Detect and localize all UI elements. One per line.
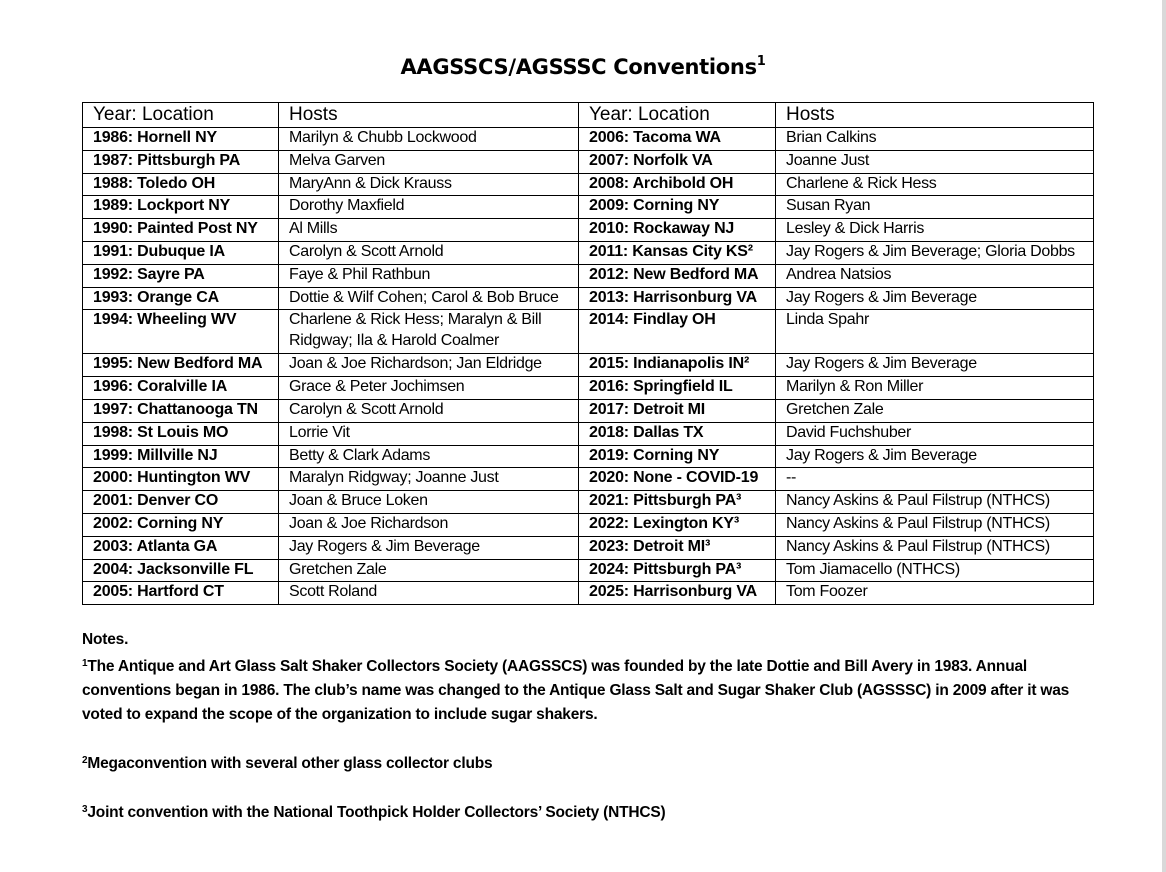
table-row bbox=[83, 196, 1094, 219]
year-location-cell: 1989: Lockport NY bbox=[83, 196, 279, 219]
table-row bbox=[83, 354, 1094, 377]
table-row bbox=[83, 468, 1094, 491]
hosts-cell: Carolyn & Scott Arnold bbox=[279, 399, 579, 422]
year-location-cell: 2010: Rockaway NJ bbox=[579, 219, 776, 242]
table-row bbox=[83, 491, 1094, 514]
year-location-cell: 2019: Corning NY bbox=[579, 445, 776, 468]
year-location-cell: 1991: Dubuque IA bbox=[83, 241, 279, 264]
hosts-cell: Carolyn & Scott Arnold bbox=[279, 241, 579, 264]
table-row bbox=[83, 287, 1094, 310]
year-location-cell: 1993: Orange CA bbox=[83, 287, 279, 310]
year-location-cell: 2020: None - COVID-19 bbox=[579, 468, 776, 491]
hosts-cell: Nancy Askins & Paul Filstrup (NTHCS) bbox=[776, 513, 1094, 536]
note-1-text: The Antique and Art Glass Salt Shaker Collectors Society (AAGSSCS) was founded by the late Dottie and Bill Avery in 1983. Annual conventions began in 1986. The club’s name was changed to the Antique Glass Salt and Sugar Shaker Club (AGSSSC) in 2009 after it was voted to expand the scope of the organization to include sugar shakers. bbox=[82, 658, 1070, 723]
note-2-marker: 2 bbox=[82, 755, 88, 766]
hosts-cell: David Fuchshuber bbox=[776, 422, 1094, 445]
year-location-cell: 2017: Detroit MI bbox=[579, 399, 776, 422]
table-row bbox=[83, 445, 1094, 468]
table-row bbox=[83, 582, 1094, 605]
year-location-cell: 2000: Huntington WV bbox=[83, 468, 279, 491]
hosts-cell: Andrea Natsios bbox=[776, 264, 1094, 287]
table-row bbox=[83, 559, 1094, 582]
year-location-cell: 2024: Pittsburgh PA³ bbox=[579, 559, 776, 582]
hosts-cell: -- bbox=[776, 468, 1094, 491]
hosts-cell: Gretchen Zale bbox=[776, 399, 1094, 422]
hosts-cell: Marilyn & Ron Miller bbox=[776, 377, 1094, 400]
year-location-cell: 2009: Corning NY bbox=[579, 196, 776, 219]
year-location-cell: 1997: Chattanooga TN bbox=[83, 399, 279, 422]
hosts-cell: Faye & Phil Rathbun bbox=[279, 264, 579, 287]
hosts-cell: Jay Rogers & Jim Beverage bbox=[776, 445, 1094, 468]
year-location-cell: 1992: Sayre PA bbox=[83, 264, 279, 287]
hosts-cell: Betty & Clark Adams bbox=[279, 445, 579, 468]
table-row bbox=[83, 241, 1094, 264]
note-3 bbox=[82, 798, 1092, 825]
note-1 bbox=[82, 652, 1092, 727]
year-location-cell: 1995: New Bedford MA bbox=[83, 354, 279, 377]
year-location-cell: 2005: Hartford CT bbox=[83, 582, 279, 605]
page-edge bbox=[1162, 0, 1166, 872]
hosts-cell: Grace & Peter Jochimsen bbox=[279, 377, 579, 400]
hosts-cell: Tom Jiamacello (NTHCS) bbox=[776, 559, 1094, 582]
page-title bbox=[0, 54, 1166, 79]
hosts-cell: Tom Foozer bbox=[776, 582, 1094, 605]
year-location-cell: 2001: Denver CO bbox=[83, 491, 279, 514]
table-row bbox=[83, 173, 1094, 196]
year-location-cell: 2013: Harrisonburg VA bbox=[579, 287, 776, 310]
hosts-cell: Scott Roland bbox=[279, 582, 579, 605]
table-row bbox=[83, 399, 1094, 422]
hosts-cell: MaryAnn & Dick Krauss bbox=[279, 173, 579, 196]
table-row bbox=[83, 128, 1094, 151]
hosts-cell: Joan & Joe Richardson; Jan Eldridge bbox=[279, 354, 579, 377]
year-location-cell: 1987: Pittsburgh PA bbox=[83, 150, 279, 173]
note-2 bbox=[82, 749, 1092, 776]
year-location-cell: 1996: Coralville IA bbox=[83, 377, 279, 400]
note-1-marker: 1 bbox=[82, 658, 88, 669]
year-location-cell: 2003: Atlanta GA bbox=[83, 536, 279, 559]
year-location-cell: 2011: Kansas City KS² bbox=[579, 241, 776, 264]
notes-section bbox=[82, 628, 1092, 825]
hosts-cell: Maralyn Ridgway; Joanne Just bbox=[279, 468, 579, 491]
year-location-cell: 2022: Lexington KY³ bbox=[579, 513, 776, 536]
hosts-cell: Jay Rogers & Jim Beverage bbox=[776, 354, 1094, 377]
hosts-cell: Lesley & Dick Harris bbox=[776, 219, 1094, 242]
hosts-cell: Al Mills bbox=[279, 219, 579, 242]
hosts-cell: Charlene & Rick Hess bbox=[776, 173, 1094, 196]
note-2-text: Megaconvention with several other glass collector clubs bbox=[87, 755, 493, 772]
title-footnote-marker: 1 bbox=[756, 54, 766, 69]
year-location-cell: 1988: Toledo OH bbox=[83, 173, 279, 196]
hosts-cell: Joanne Just bbox=[776, 150, 1094, 173]
table-row bbox=[83, 377, 1094, 400]
year-location-cell: 1998: St Louis MO bbox=[83, 422, 279, 445]
hosts-cell: Dorothy Maxfield bbox=[279, 196, 579, 219]
table-row bbox=[83, 422, 1094, 445]
hosts-cell: Nancy Askins & Paul Filstrup (NTHCS) bbox=[776, 491, 1094, 514]
year-location-cell: 2012: New Bedford MA bbox=[579, 264, 776, 287]
hosts-cell: Lorrie Vit bbox=[279, 422, 579, 445]
notes-heading: Notes. bbox=[82, 631, 129, 648]
year-location-cell: 2007: Norfolk VA bbox=[579, 150, 776, 173]
year-location-cell: 1994: Wheeling WV bbox=[83, 310, 279, 354]
table-row bbox=[83, 536, 1094, 559]
hosts-cell: Jay Rogers & Jim Beverage; Gloria Dobbs bbox=[776, 241, 1094, 264]
hosts-cell: Linda Spahr bbox=[776, 310, 1094, 354]
hosts-cell: Nancy Askins & Paul Filstrup (NTHCS) bbox=[776, 536, 1094, 559]
year-location-cell: 2025: Harrisonburg VA bbox=[579, 582, 776, 605]
conventions-table bbox=[82, 102, 1094, 605]
hosts-cell: Susan Ryan bbox=[776, 196, 1094, 219]
table-row bbox=[83, 219, 1094, 242]
year-location-cell: 2018: Dallas TX bbox=[579, 422, 776, 445]
header-hosts: Hosts bbox=[279, 103, 579, 128]
year-location-cell: 1999: Millville NJ bbox=[83, 445, 279, 468]
year-location-cell: 1990: Painted Post NY bbox=[83, 219, 279, 242]
table-row bbox=[83, 264, 1094, 287]
year-location-cell: 2014: Findlay OH bbox=[579, 310, 776, 354]
hosts-cell: Gretchen Zale bbox=[279, 559, 579, 582]
year-location-cell: 1986: Hornell NY bbox=[83, 128, 279, 151]
hosts-cell: Brian Calkins bbox=[776, 128, 1094, 151]
hosts-cell: Dottie & Wilf Cohen; Carol & Bob Bruce bbox=[279, 287, 579, 310]
hosts-cell: Charlene & Rick Hess; Maralyn & Bill Ridgway; Ila & Harold Coalmer bbox=[279, 310, 579, 354]
title-text: AAGSSCS/AGSSSC Conventions bbox=[400, 55, 757, 79]
table-header-row bbox=[83, 103, 1094, 128]
header-year-location: Year: Location bbox=[83, 103, 279, 128]
hosts-cell: Jay Rogers & Jim Beverage bbox=[279, 536, 579, 559]
note-3-text: Joint convention with the National Toothpick Holder Collectors’ Society (NTHCS) bbox=[87, 804, 666, 821]
note-3-marker: 3 bbox=[82, 804, 88, 815]
year-location-cell: 2008: Archibold OH bbox=[579, 173, 776, 196]
year-location-cell: 2004: Jacksonville FL bbox=[83, 559, 279, 582]
table-row bbox=[83, 150, 1094, 173]
year-location-cell: 2006: Tacoma WA bbox=[579, 128, 776, 151]
header-year-location: Year: Location bbox=[579, 103, 776, 128]
year-location-cell: 2015: Indianapolis IN² bbox=[579, 354, 776, 377]
table-row bbox=[83, 310, 1094, 354]
hosts-cell: Melva Garven bbox=[279, 150, 579, 173]
year-location-cell: 2021: Pittsburgh PA³ bbox=[579, 491, 776, 514]
hosts-cell: Marilyn & Chubb Lockwood bbox=[279, 128, 579, 151]
hosts-cell: Joan & Bruce Loken bbox=[279, 491, 579, 514]
table-row bbox=[83, 513, 1094, 536]
hosts-cell: Joan & Joe Richardson bbox=[279, 513, 579, 536]
header-hosts: Hosts bbox=[776, 103, 1094, 128]
year-location-cell: 2002: Corning NY bbox=[83, 513, 279, 536]
year-location-cell: 2016: Springfield IL bbox=[579, 377, 776, 400]
hosts-cell: Jay Rogers & Jim Beverage bbox=[776, 287, 1094, 310]
year-location-cell: 2023: Detroit MI³ bbox=[579, 536, 776, 559]
